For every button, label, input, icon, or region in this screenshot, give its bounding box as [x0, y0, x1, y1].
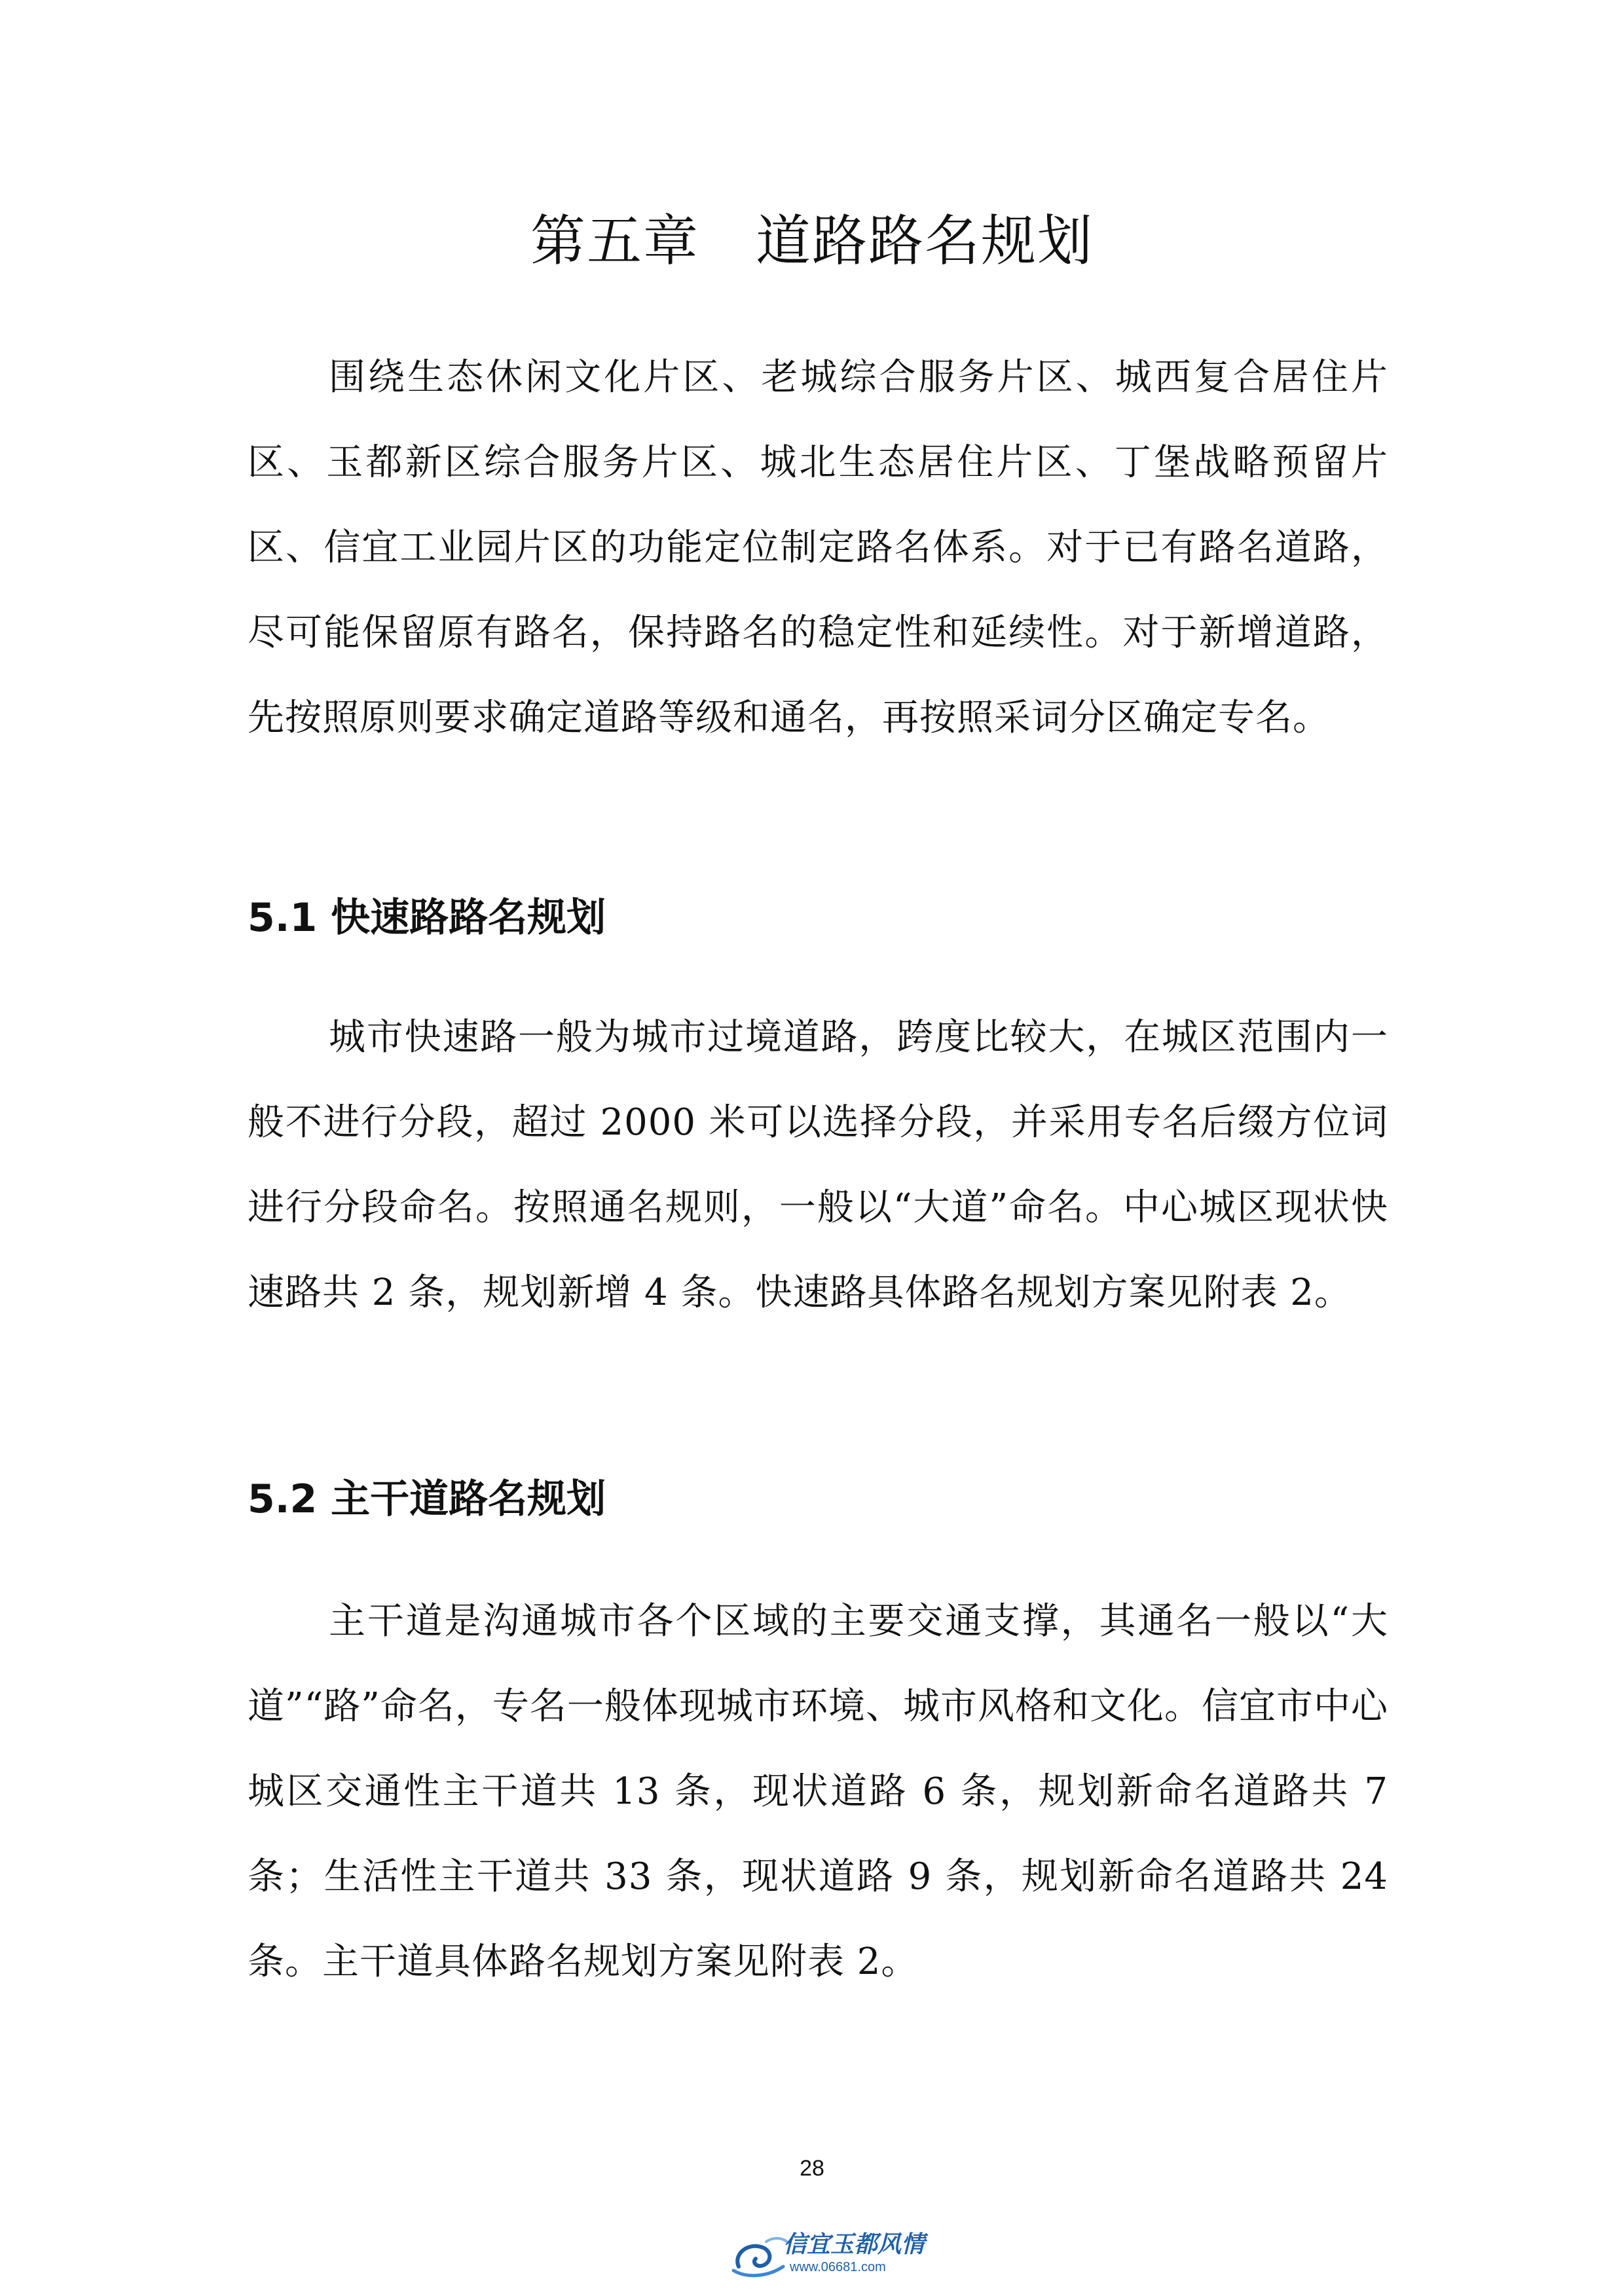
chapter-intro-paragraph: 围绕生态休闲文化片区、老城综合服务片区、城西复合居住片区、玉都新区综合服务片区、城北生态居住片区、丁堡战略预留片区、信宜工业园片区的功能定位制定路名体系。对于已有路名道路，尽可能保留原有路名，保持路名的稳定性和延续性。对于新增道路，先按照原则要求确定道路等级和通名，再按照采词分区确定专名。 — [248, 356, 1388, 739]
section-heading-5-2: 5.2 主干道路名规划 — [248, 1476, 606, 1522]
watermark-title: 信宜玉都风情 — [783, 2231, 925, 2258]
section-body-5-1: 城市快速路一般为城市过境道路，跨度比较大，在城区范围内一般不进行分段，超过 2000 米可以选择分段，并采用专名后缀方位词进行分段命名。按照通名规则，一般以“大道”命名。中心城区现状快速路共 2 条，规划新增 4 条。快速路具体路名规划方案见附表 2。 — [248, 1016, 1388, 1314]
chapter-title: 第五章 道路路名规划 — [530, 209, 1094, 273]
section-heading-5-1: 5.1 快速路路名规划 — [248, 895, 606, 941]
swirl-logo-icon — [727, 2229, 792, 2281]
section-body-5-2: 主干道是沟通城市各个区域的主要交通支撑，其通名一般以“大道”“路”命名，专名一般体现城市环境、城市风格和文化。信宜市中心城区交通性主干道共 13 条，现状道路 6 条，规划新命名道路共 7 条；生活性主干道共 33 条，现状道路 9 条，规划新命名道路共 24 条。主干道具体路名规划方案见附表 2。 — [248, 1600, 1388, 1983]
page-number: 28 — [800, 2156, 824, 2181]
watermark-url: www.06681.com — [790, 2260, 886, 2274]
watermark-logo — [727, 2229, 923, 2281]
